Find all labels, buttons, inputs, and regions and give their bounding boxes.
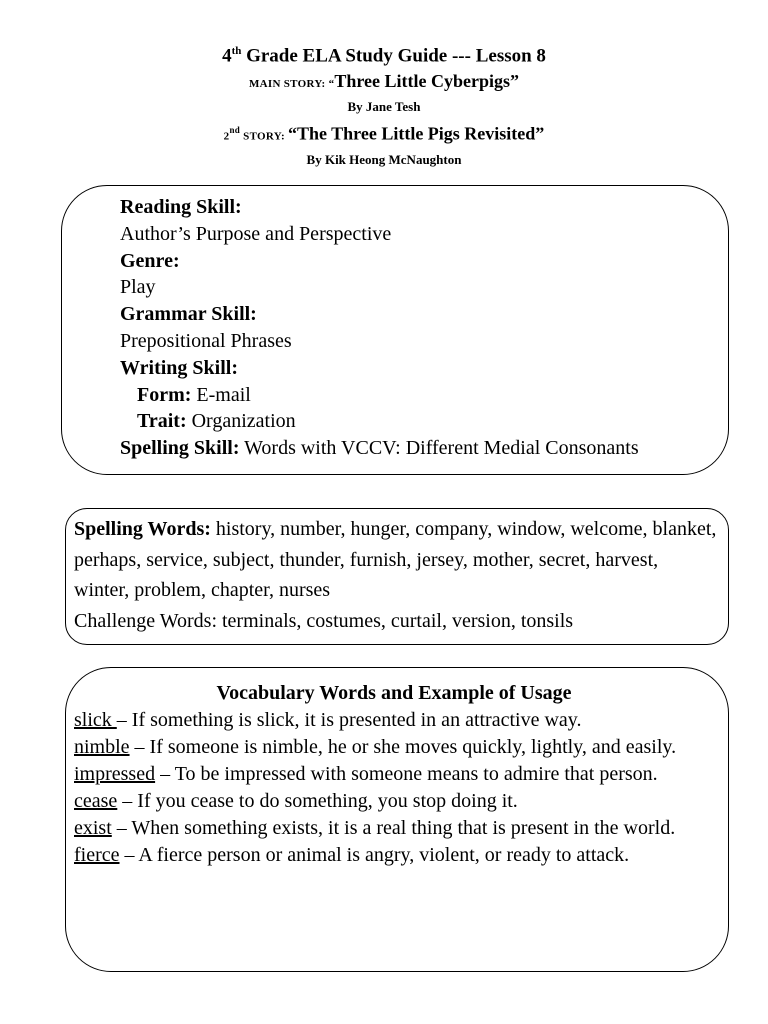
- genre-label: Genre:: [120, 249, 180, 272]
- spelling-words-label: Spelling Words:: [74, 518, 211, 540]
- second-story-title: “The Three Little Pigs Revisited”: [287, 123, 545, 144]
- main-story-label: MAIN STORY: “: [248, 78, 335, 91]
- vocab-entry: [74, 707, 714, 734]
- main-story-author: By Jane Tesh: [347, 99, 421, 115]
- writing-trait-row: [120, 408, 728, 435]
- vocab-entry: [74, 734, 714, 761]
- vocabulary-title: Vocabulary Words and Example of Usage: [216, 682, 572, 704]
- trait-label: Trait:: [137, 410, 187, 433]
- spelling-words-list: history, number, hunger, company, window, welcome, blanket, perhaps, service, subject, thunder, furnish, jersey, mother, secret, harvest, winter, problem, chapter, nurses: [74, 518, 717, 602]
- document-header: [0, 38, 768, 171]
- vocabulary-box: [65, 667, 729, 972]
- vocab-entry: [74, 761, 714, 788]
- second-story-line: [0, 118, 768, 148]
- reading-skill-value: Author’s Purpose and Perspective: [120, 222, 392, 245]
- skills-box: [61, 185, 729, 475]
- vocab-term: exist: [74, 817, 112, 839]
- vocab-term: impressed: [74, 763, 156, 785]
- second-story-label: STORY:: [240, 130, 288, 143]
- spelling-words-paragraph: [74, 514, 718, 606]
- title-grade-suffix: th: [231, 45, 242, 57]
- writing-form-row: [120, 382, 728, 409]
- reading-skill-label: Reading Skill:: [120, 196, 242, 218]
- page-title: [0, 38, 768, 69]
- second-story-suffix: nd: [229, 125, 241, 136]
- vocab-entry: [74, 815, 714, 842]
- vocab-definition: – A fierce person or animal is angry, violent, or ready to attack.: [119, 844, 630, 866]
- grammar-skill-label: Grammar Skill:: [120, 303, 257, 326]
- vocab-definition: – When something exists, it is a real thing that is present in the world.: [111, 817, 676, 839]
- vocab-entry: [74, 842, 714, 869]
- genre-value: Play: [120, 276, 156, 299]
- form-value: E-mail: [191, 383, 251, 406]
- vocab-definition: – To be impressed with someone means to admire that person.: [155, 763, 658, 785]
- main-story-line: [0, 69, 768, 96]
- spelling-skill-value: Words with VCCV: Different Medial Consonants: [239, 437, 639, 460]
- spelling-skill-label: Spelling Skill:: [120, 437, 240, 460]
- trait-value: Organization: [186, 410, 296, 433]
- vocab-term: nimble: [74, 736, 130, 758]
- vocab-definition: – If something is slick, it is presented in an attractive way.: [116, 709, 582, 731]
- spelling-skill-row: [120, 435, 728, 462]
- writing-skill-label: Writing Skill:: [120, 356, 238, 379]
- title-text: Grade ELA Study Guide --- Lesson 8: [241, 45, 546, 67]
- vocab-definition: – If you cease to do something, you stop doing it.: [117, 790, 518, 812]
- vocab-definition: – If someone is nimble, he or she moves quickly, lightly, and easily.: [129, 736, 677, 758]
- main-story-title: Three Little Cyberpigs”: [334, 71, 520, 92]
- second-story-number: 2: [223, 130, 230, 143]
- vocab-entry: [74, 788, 714, 815]
- grammar-skill-value: Prepositional Phrases: [120, 329, 292, 352]
- form-label: Form:: [137, 383, 192, 406]
- challenge-words: Challenge Words: terminals, costumes, curtail, version, tonsils: [74, 609, 574, 632]
- second-story-author: By Kik Heong McNaughton: [306, 151, 462, 167]
- vocab-term: cease: [74, 790, 118, 812]
- vocab-term: slick: [74, 709, 117, 731]
- spelling-words-box: [65, 508, 729, 645]
- vocab-term: fierce: [74, 844, 120, 866]
- title-grade-number: 4: [222, 45, 232, 67]
